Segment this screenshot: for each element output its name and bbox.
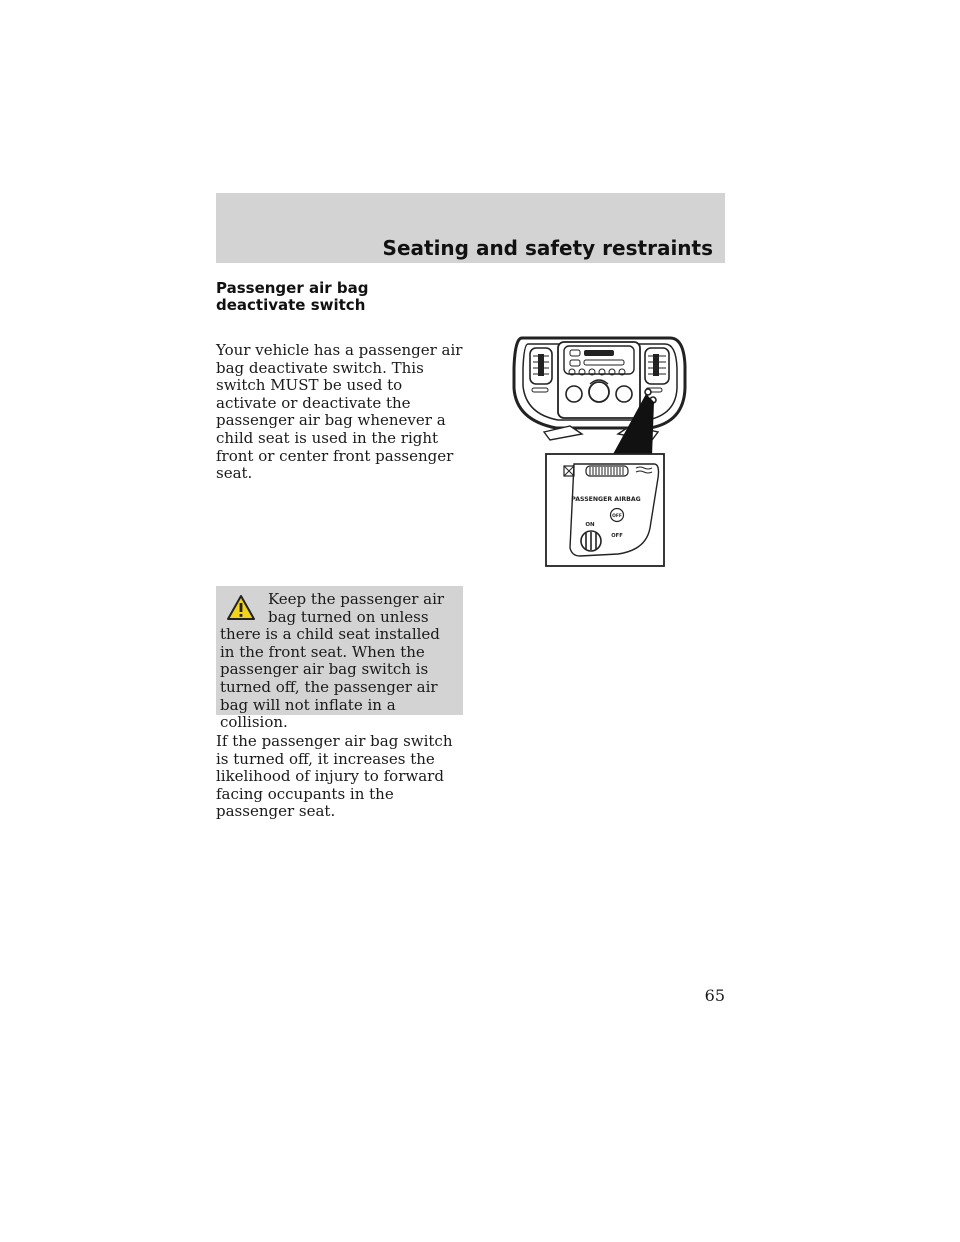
page-number: 65 — [704, 986, 725, 1005]
warning-box — [216, 586, 463, 732]
off-label: OFF — [611, 533, 623, 539]
on-label: ON — [585, 522, 595, 528]
passenger-airbag-label: PASSENGER AIRBAG — [571, 496, 641, 503]
warning-triangle-icon — [226, 594, 256, 621]
intro-paragraph: Your vehicle has a passenger air bag deactivate switch. This switch MUST be used to activate or deactivate the passenger air bag whenever a child seat is used in the right front or center front passenger seat. — [216, 341, 463, 483]
section-heading: Passenger air bag deactivate switch — [216, 279, 369, 314]
chapter-title: Seating and safety restraints — [382, 236, 713, 260]
warning-text: Keep the passenger air bag turned on unless there is a child seat installed in the front seat. When the passenger air bag switch is turned off, the passenger air bag will not inflate in a collision. — [220, 590, 445, 732]
header-band — [216, 193, 725, 263]
followup-paragraph: If the passenger air bag switch is turned off, it increases the likelihood of injury to forward facing occupants in the passenger seat. — [216, 732, 453, 821]
off-indicator-label: OFF — [612, 514, 622, 519]
airbag-switch-illustration — [500, 328, 690, 568]
